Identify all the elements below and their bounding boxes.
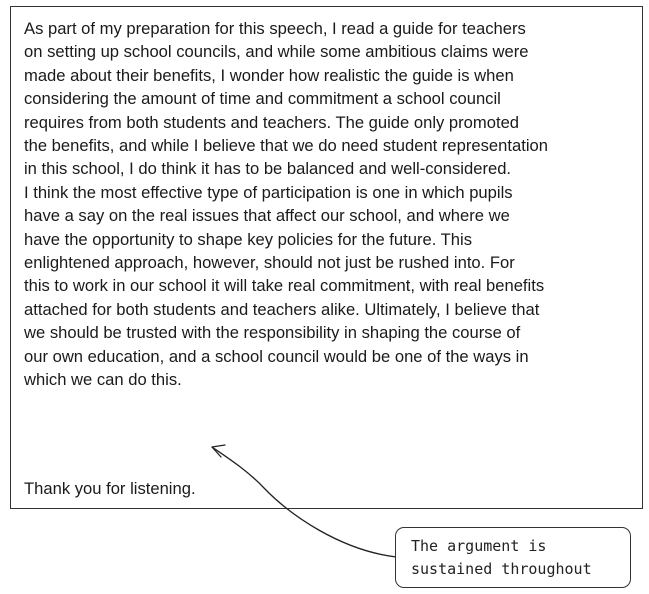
speech-line: made about their benefits, I wonder how realistic the guide is when [24, 65, 514, 85]
speech-text-box [10, 6, 643, 509]
speech-line: this to work in our school it will take real commitment, with real benefits [24, 276, 545, 296]
speech-line: have a say on the real issues that affect our school, and where we [24, 206, 510, 226]
speech-line: our own education, and a school council would be one of the ways in [24, 346, 529, 366]
speech-line: on setting up school councils, and while some ambitious claims were [24, 42, 529, 62]
speech-line: attached for both students and teachers alike. Ultimately, I believe that [24, 299, 540, 319]
speech-line: in this school, I do think it has to be balanced and well-considered. [24, 159, 512, 179]
closing-line: Thank you for listening. [24, 479, 196, 498]
speech-line: which we can do this. [24, 370, 182, 390]
annotation-text-line-1: The argument is [411, 537, 547, 555]
speech-paragraph [24, 17, 636, 392]
speech-line: requires from both students and teachers. The guide only promoted [24, 112, 520, 132]
annotation-text-line-2: sustained throughout [411, 560, 592, 578]
annotation-box [395, 527, 631, 588]
speech-line: I think the most effective type of participation is one in which pupils [24, 182, 513, 202]
speech-line: have the opportunity to shape key policies for the future. This [24, 229, 472, 249]
speech-line: the benefits, and while I believe that we do need student representation [24, 136, 548, 156]
speech-line: considering the amount of time and commitment a school council [24, 89, 501, 109]
speech-line: we should be trusted with the responsibility in shaping the course of [24, 323, 521, 343]
speech-line: enlightened approach, however, should not just be rushed into. For [24, 253, 515, 273]
speech-line: As part of my preparation for this speech, I read a guide for teachers [24, 19, 526, 38]
